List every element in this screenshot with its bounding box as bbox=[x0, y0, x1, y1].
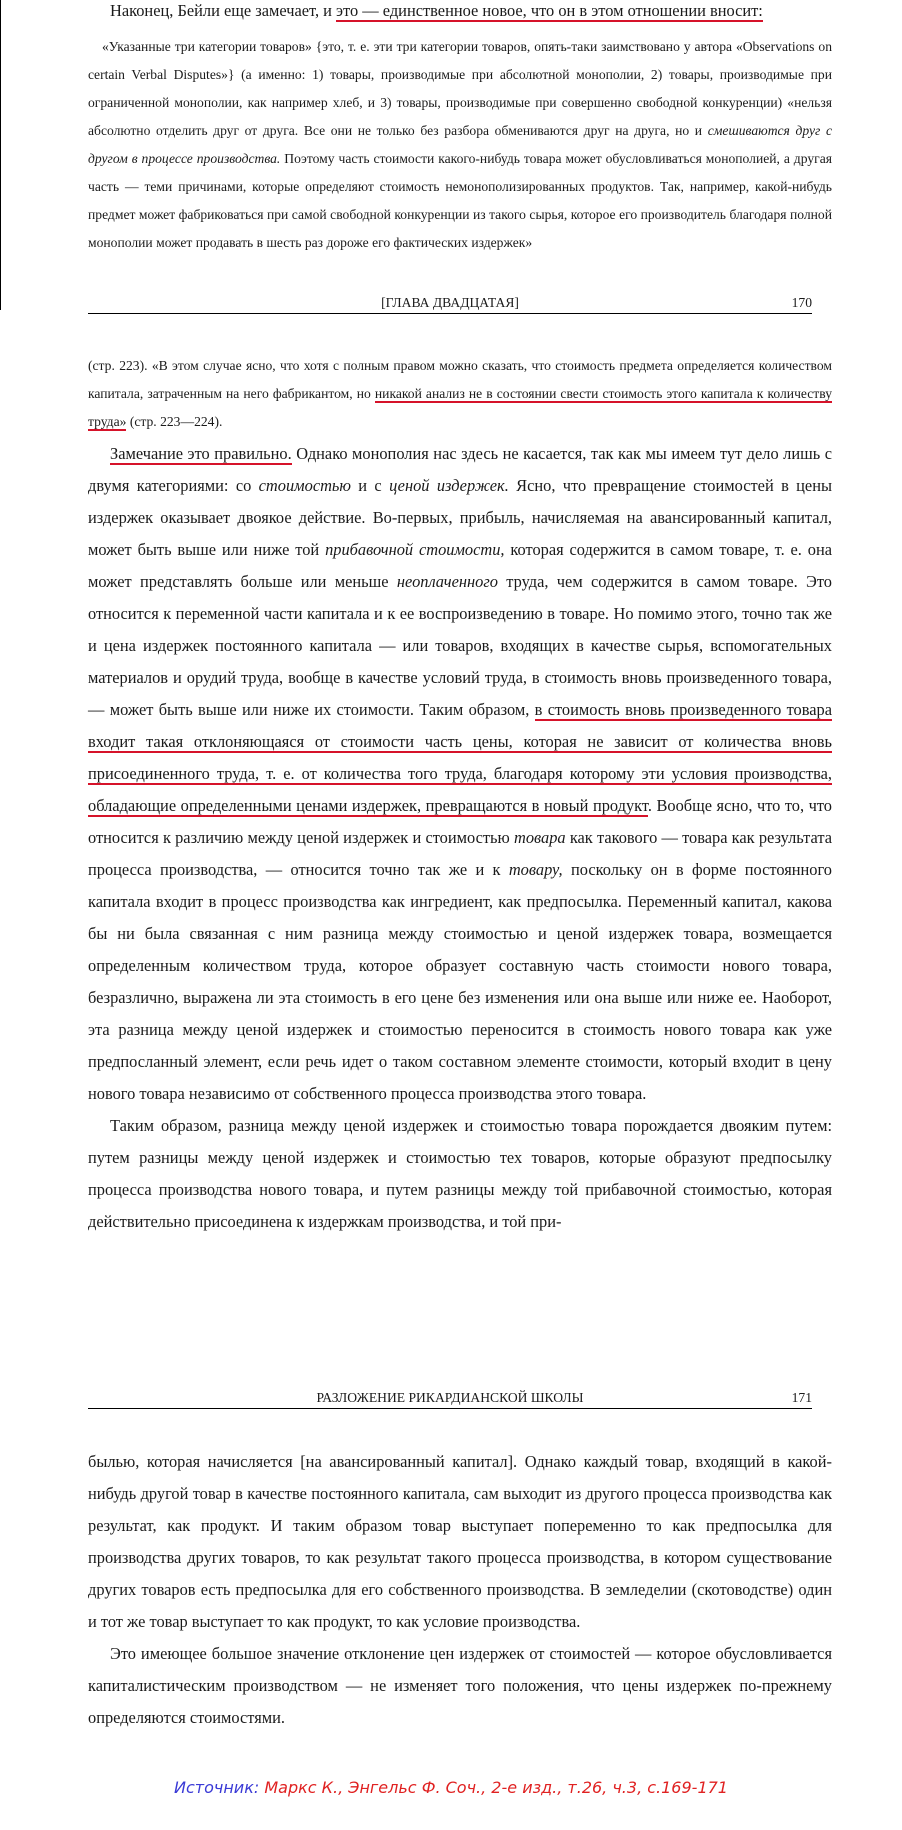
highlight-underline: в стоимость вновь произведенного товара входит такая отклоняющаяся от стоимости часть цены, которая не зависит от количества вновь присоединенного труда, т. е. от количества того труда, благодаря которому эти условия производства, обладающие определенными ценами издержек, превращаются в новый продукт bbox=[88, 700, 832, 815]
source-label: Источник: bbox=[174, 1778, 260, 1797]
highlight-underline: Замечание это правильно. bbox=[110, 444, 292, 463]
running-header-title: РАЗЛОЖЕНИЕ РИКАРДИАНСКОЙ ШКОЛЫ bbox=[316, 1390, 584, 1405]
highlight-underline: никакой анализ не в состоянии свести стоимость этого капитала к количеству труда» bbox=[88, 386, 833, 429]
page-number: 170 bbox=[791, 295, 812, 310]
quote-three-categories: «Указанные три категории товаров» {это, т. е. эти три категории товаров, опять-таки заимствовано у автора «Observations on certain Verbal Disputes»} (а именно: 1) товары, производимые при абсолютной монополии, 2) товары, производимые при ограниченной монополии, как например хлеб, и 3) товары, производимые при совершенно свободной конкуренции) «нельзя абсолютно отделить друг от друга. Все они не только без разбора обмениваются друг на друга, но и смешиваются друг с другом в процессе производства. Поэтому часть стоимости какого-нибудь товара может обусловливаться монополией, а другая часть — теми причинами, которые определяют стоимость немонополизированных продуктов. Так, например, какой-нибудь предмет может фабриковаться при самой свободной конкуренции из такого сырья, которое его производитель благодаря полной монополии может продавать в шесть раз дороже его фактических издержек» bbox=[88, 39, 832, 250]
source-reference: Маркс К., Энгельс Ф. Соч., 2-е изд., т.26, ч.3, с.169-171 bbox=[259, 1778, 728, 1797]
paragraph-remark: Замечание это правильно. Однако монополия нас здесь не касается, так как мы имеем тут дело лишь с двумя категориями: со стоимостью и с ценой издержек. Ясно, что превращение стоимостей в цены издержек оказывает двоякое действие. Во-первых, прибыль, начисляемая на авансированный капитал, может быть выше или ниже той прибавочной стоимости, которая содержится в самом товаре, т. е. она может представлять больше или меньше неоплаченного труда, чем содержится в самом товаре. Это относится к переменной части капитала и к ее воспроизведению в товаре. Но помимо этого, точно так же и цена издержек постоянного капитала — или товаров, входящих в качестве сырья, вспомогательных материалов и орудий труда, вообще в качестве условий труда, в стоимость вновь произведенного товара, — может быть выше или ниже их стоимости. Таким образом, в стоимость вновь произведенного товара входит такая отклоняющаяся от стоимости часть цены, которая не зависит от количества вновь присоединенного труда, т. е. от количества того труда, благодаря которому эти условия производства, обладающие определенными ценами издержек, превращаются в новый продукт. Вообще ясно, что то, что относится к различию между ценой издержек и стоимостью товара как такового — товара как результата процесса производства, — относится точно так же и к товару, поскольку он в форме постоянного капитала входит в процесс производства как ингредиент, как предпосылка. Переменный капитал, какова бы ни была связанная с ним разница между стоимостью и ценой издержек товара, возмещается определенным количеством труда, которое образует составную часть стоимости нового товара, безразлично, выражена ли эта стоимость в его цене без изменения или она выше или ниже ее. Наоборот, эта разница между ценой издержек и стоимостью переносится в стоимость нового товара как уже предпосланный элемент, если речь идет о таком составном элементе стоимости, который входит в цену нового товара независимо от собственного процесса производства этого товара. bbox=[88, 444, 833, 1103]
running-header-title: [ГЛАВА ДВАДЦАТАЯ] bbox=[381, 295, 519, 310]
highlight-underline: это — единственное новое, что он в этом отношении вносит: bbox=[336, 1, 763, 20]
paragraph-bailey-intro: Наконец, Бейли еще замечает, и это — единственное новое, что он в этом отношении вносит: bbox=[110, 1, 763, 20]
page-number: 171 bbox=[791, 1390, 812, 1405]
source-citation bbox=[0, 1778, 902, 1797]
quote-continued: (стр. 223). «В этом случае ясно, что хотя с полным правом можно сказать, что стоимость предмета определяется количеством капитала, затраченным на него фабрикантом, но никакой анализ не в состоянии свести стоимость этого капитала к количеству труда» (стр. 223—224). bbox=[88, 358, 833, 429]
paragraph-conclusion: Это имеющее большое значение отклонение цен издержек от стоимостей — которое обусловливается капиталистическим производством — не изменяет того положения, что цены издержек по-прежнему определяются стоимостями. bbox=[88, 1644, 832, 1727]
left-margin-rule bbox=[0, 0, 1, 310]
text-block-bottom bbox=[88, 1446, 832, 1734]
paragraph-continuation: былью, которая начисляется [на авансированный капитал]. Однако каждый товар, входящий в какой-нибудь другой товар в качестве постоянного капитала, сам выходит из другого процесса производства как результат, как продукт. И таким образом товар выступает попеременно то как предпосылка для производства других товаров, то как результат такого процесса производства, в котором существование других товаров есть предпосылка для его собственного производства. В земледелии (скотоводстве) один и тот же товар выступает то как продукт, то как условие производства. bbox=[88, 1452, 832, 1631]
paragraph-twofold: Таким образом, разница между ценой издержек и стоимостью товара порождается двояким путем: путем разницы между ценой издержек и стоимостью тех товаров, которые образуют предпосылку процесса производства нового товара, и путем разницы между той прибавочной стоимостью, которая действительно присоединена к издержкам производства, и той при- bbox=[88, 1116, 832, 1231]
running-header-170 bbox=[88, 294, 812, 314]
running-header-171 bbox=[88, 1389, 812, 1409]
text-block-middle bbox=[88, 352, 832, 1238]
text-block-top bbox=[88, 0, 832, 257]
